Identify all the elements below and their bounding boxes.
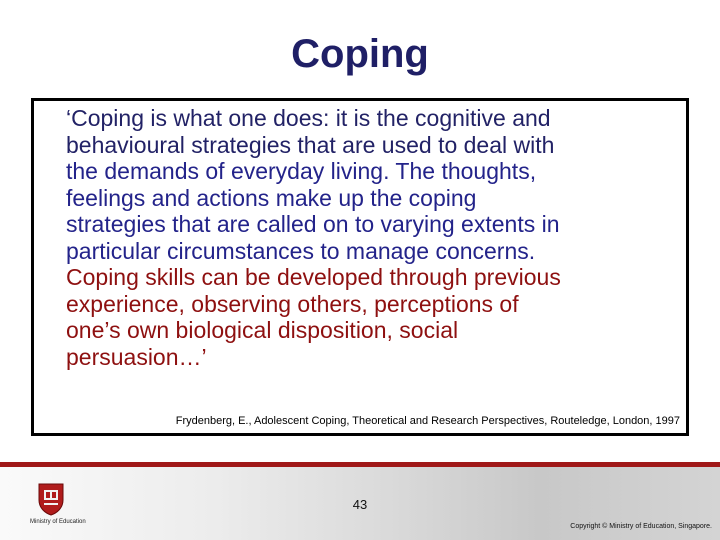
ministry-label: Ministry of Education	[30, 519, 86, 525]
quote-line: particular circumstances to manage concerns.	[66, 237, 536, 264]
quote-line: ‘Coping is what one does: it is the cognitive and	[66, 105, 551, 131]
quote-text	[66, 105, 676, 370]
footer-accent-rule	[0, 462, 720, 467]
quote-line: strategies that are called on to varying extents in	[66, 211, 560, 237]
quote-line: persuasion…’	[66, 343, 207, 370]
quote-box	[31, 98, 689, 436]
slide-title: Coping	[291, 32, 429, 76]
citation: Frydenberg, E., Adolescent Coping, Theoretical and Research Perspectives, Routeledge, London, 1997	[175, 415, 680, 427]
quote-line: feelings and actions make up the coping	[66, 184, 477, 211]
quote-line: Coping skills can be developed through previous	[66, 264, 561, 290]
ministry-crest-icon	[37, 482, 65, 516]
quote-line: behavioural strategies that are used to deal with	[66, 131, 555, 158]
page-number: 43	[352, 497, 368, 512]
quote-line: experience, observing others, perceptions of	[66, 290, 519, 317]
quote-line: one’s own biological disposition, social	[66, 317, 459, 343]
copyright-notice: Copyright © Ministry of Education, Singapore.	[570, 523, 712, 530]
quote-line: the demands of everyday living. The thoughts,	[66, 158, 537, 184]
